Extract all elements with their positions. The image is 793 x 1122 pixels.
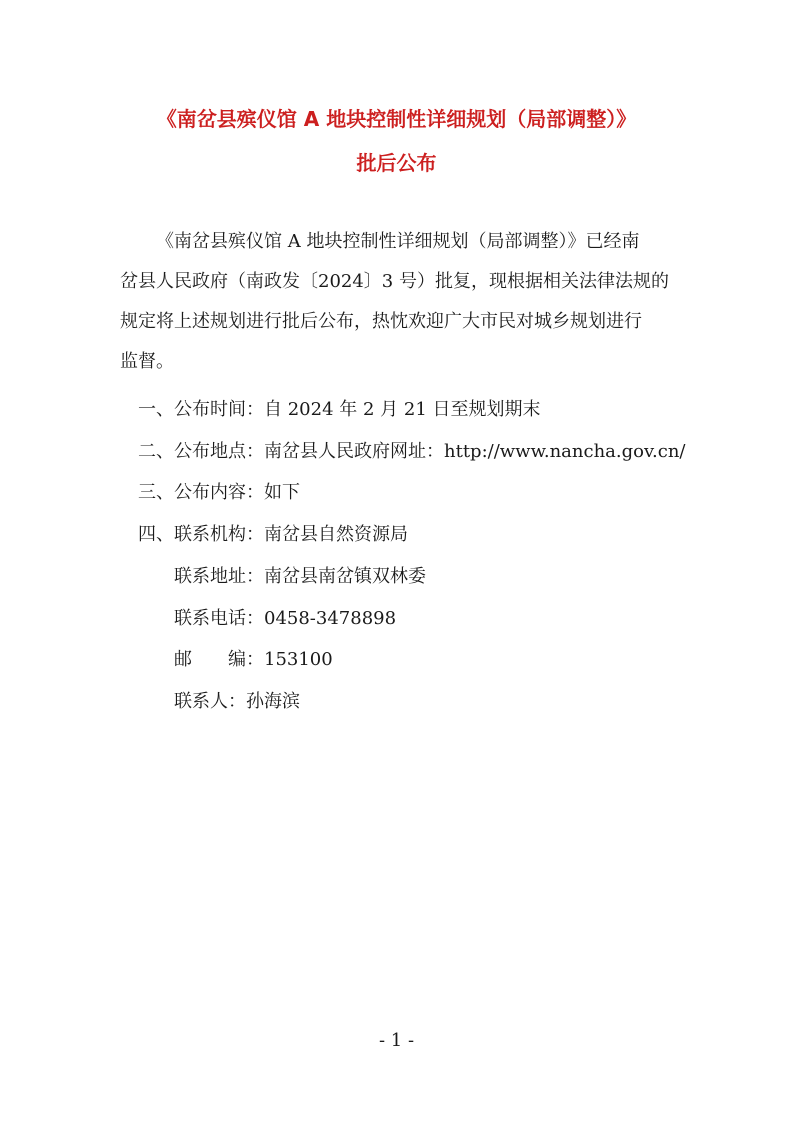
item-label: 一、公布时间： <box>138 399 264 420</box>
item-label: 联系电话： <box>174 608 264 629</box>
item-value: 如下 <box>264 482 300 503</box>
contact-phone-item <box>174 607 396 631</box>
document-title: 《南岔县殡仪馆 A 地块控制性详细规划（局部调整）》 <box>156 107 637 131</box>
item-value: 南岔县自然资源局 <box>264 524 408 545</box>
body-paragraph <box>120 222 680 382</box>
item-value: 南岔县南岔镇双林委 <box>264 566 426 587</box>
website-link[interactable]: 南岔县人民政府网址：http://www.nancha.gov.cn/ <box>264 441 686 462</box>
document-subtitle: 批后公布 <box>356 151 437 175</box>
body-line: 规定将上述规划进行批后公布，热忱欢迎广大市民对城乡规划进行 <box>120 311 642 332</box>
item-label: 联系地址： <box>174 566 264 587</box>
item-value: 153100 <box>264 649 333 670</box>
item-value: 孙海滨 <box>246 691 300 712</box>
publish-place-item <box>138 440 685 464</box>
publish-content-item <box>138 481 300 505</box>
item-label: 四、联系机构： <box>138 524 264 545</box>
body-line: 《南岔县殡仪馆 A 地块控制性详细规划（局部调整）》已经南 <box>156 231 640 252</box>
postcode-item <box>174 648 333 672</box>
body-line: 岔县人民政府（南政发〔2024〕3 号）批复，现根据相关法律法规的 <box>120 271 669 292</box>
item-value: 自 2024 年 2 月 21 日至规划期末 <box>264 399 541 420</box>
item-label: 三、公布内容： <box>138 482 264 503</box>
contact-person-item <box>174 690 300 714</box>
contact-address-item <box>174 565 426 589</box>
body-line: 监督。 <box>120 351 174 372</box>
page-number: - 1 - <box>378 1030 415 1051</box>
contact-org-item <box>138 523 408 547</box>
item-value: 0458-3478898 <box>264 608 397 629</box>
item-label: 联系人： <box>174 691 246 712</box>
item-label: 邮 编： <box>174 649 264 670</box>
publish-time-item <box>138 398 541 422</box>
item-label: 二、公布地点： <box>138 441 264 462</box>
